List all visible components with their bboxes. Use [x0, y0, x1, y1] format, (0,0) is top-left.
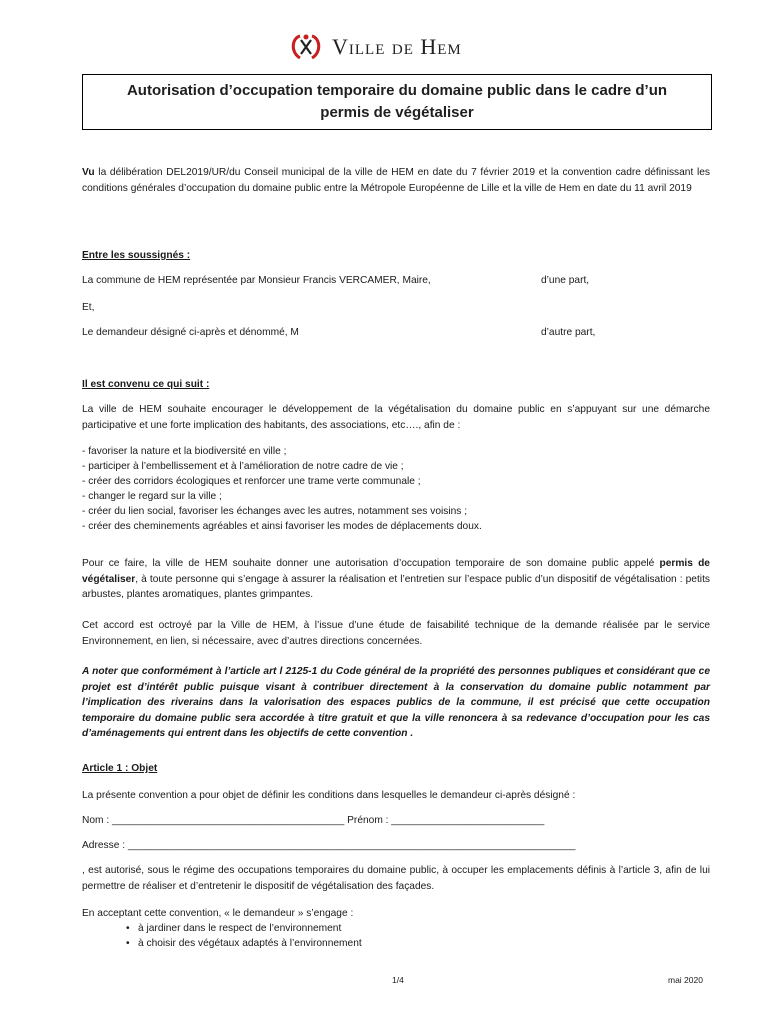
hem-emblem-icon	[286, 32, 326, 62]
list-item: - créer des corridors écologiques et renforcer une trame verte communale ;	[82, 476, 421, 487]
commune-party: La commune de HEM représentée par Monsieur Francis VERCAMER, Maire,	[82, 275, 431, 286]
p2-end: , à toute personne qui s’engage à assurer la réalisation et l’entretien sur l’espace public d’un dispositif de végétalisation : petits arbustes, plantes aromatiques, plantes grimpantes.	[82, 573, 710, 600]
engagement-bullet-list	[126, 921, 362, 951]
agreement-paragraph-3: Cet accord est octroyé par la Ville de HEM, à l’issue d’une étude de faisabilité technique de la demande réalisée par le service Environnement, en lien, si nécessaire, avec d’autres directions concernées.	[82, 620, 710, 647]
list-item: - créer du lien social, favoriser les échanges avec les autres, notamment ses voisins ;	[82, 506, 468, 517]
nom-prenom-field[interactable]: Nom : _________________________________________ Prénom : ___________________________	[82, 815, 545, 826]
list-item: - participer à l’embellissement et à l’amélioration de notre cadre de vie ;	[82, 461, 404, 472]
logo-text: Ville de Hem	[332, 34, 462, 59]
adresse-field[interactable]: Adresse : _______________________________________________________________________________	[82, 840, 576, 851]
list-item: - changer le regard sur la ville ;	[82, 491, 222, 502]
list-item: - créer des cheminements agréables et ainsi favoriser les modes de déplacements doux.	[82, 521, 482, 532]
objectives-list	[82, 444, 482, 534]
agreement-paragraph-1: La ville de HEM souhaite encourager le développement de la végétalisation du domaine public en s’appuyant sur une démarche participative et une forte implication des habitants, des associations, etc…., afin de :	[82, 404, 710, 431]
article-1-heading: Article 1 : Objet	[82, 763, 158, 774]
list-item	[126, 936, 362, 951]
bullet-text: à choisir des végétaux adaptés à l’environnement	[138, 938, 362, 949]
footer-date: mai 2020	[668, 975, 703, 985]
ville-de-hem-logo	[286, 32, 462, 62]
article-1-paragraph-3: En acceptant cette convention, « le demandeur » s’engage :	[82, 908, 354, 919]
document-title-box	[82, 74, 712, 130]
article-1-paragraph-2: , est autorisé, sous le régime des occupations temporaires du domaine public, à occuper les emplacements définis à l’article 3, afin de lui permettre de réaliser et d’entretenir le dispositif de végétalisation des façades.	[82, 865, 710, 892]
bullet-text: à jardiner dans le respect de l’environnement	[138, 923, 342, 934]
agreement-paragraph-2	[82, 556, 710, 603]
document-title: Autorisation d’occupation temporaire du domaine public dans le cadre d’un permis de végétaliser	[126, 82, 668, 121]
permis-de-vegetaliser-term: permis de végétaliser	[82, 558, 710, 585]
list-item	[126, 921, 362, 936]
et-text: Et,	[82, 302, 95, 313]
list-item: - favoriser la nature et la biodiversité en ville ;	[82, 446, 287, 457]
demandeur-part-label: d’autre part,	[541, 327, 596, 338]
bullet-icon: •	[126, 923, 130, 934]
vu-label: Vu	[82, 167, 95, 178]
legal-note-paragraph: A noter que conformément à l’article art l 2125-1 du Code général de la propriété des personnes publiques et considérant que ce projet est d’intérêt public puisque visant à contribuer directement à la conservation du domaine public notamment par l’implication des riverains dans la valorisation des espaces publics de la commune, il est précisé que cette occupation temporaire du domaine public sera accordée à titre gratuit et que la ville renoncera à sa redevance d’occupation pour les cas d’aménagements qui entrent dans les objectifs de cette convention .	[82, 666, 710, 739]
agreement-heading: Il est convenu ce qui suit :	[82, 379, 210, 390]
intro-text: la délibération DEL2019/UR/du Conseil municipal de la ville de HEM en date du 7 février 2019 et la convention cadre définissant les conditions générales d’occupation du domaine public entre la Métropole Européenne de Lille et la ville de Hem en date du 11 avril 2019	[82, 167, 710, 194]
page-number: 1/4	[392, 975, 404, 985]
demandeur-party: Le demandeur désigné ci-après et dénommé, M	[82, 327, 299, 338]
bullet-icon: •	[126, 938, 130, 949]
intro-paragraph	[82, 165, 710, 196]
parties-heading: Entre les soussignés :	[82, 250, 191, 261]
p2-start: Pour ce faire, la ville de HEM souhaite donner une autorisation d’occupation temporaire de son domaine public appelé	[82, 558, 660, 569]
commune-part-label: d’une part,	[541, 275, 590, 286]
article-1-paragraph-1: La présente convention a pour objet de définir les conditions dans lesquelles le demandeur ci-après désigné :	[82, 790, 576, 801]
